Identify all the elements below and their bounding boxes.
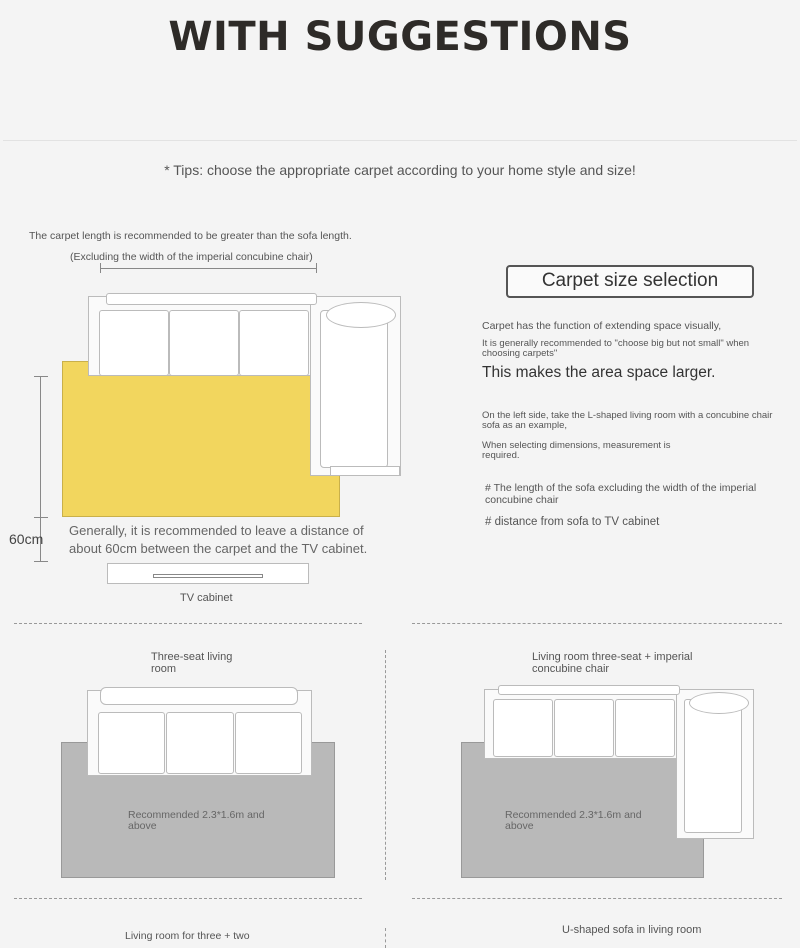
layout-3-title: Living room for three + two bbox=[125, 930, 250, 942]
chaise-cushion bbox=[320, 310, 388, 468]
info-bullet-1: # The length of the sofa excluding the width of the imperial concubine chair bbox=[485, 482, 757, 506]
excluding-note: (Excluding the width of the imperial concubine chair) bbox=[70, 251, 313, 263]
distance-measure-tick-mid bbox=[34, 517, 48, 518]
sofa-seat-cushion-1 bbox=[99, 310, 169, 376]
distance-measure-tick-top bbox=[34, 376, 48, 377]
distance-note: Generally, it is recommended to leave a distance of about 60cm between the carpet and the TV cabinet. bbox=[69, 523, 368, 556]
info-line-5: When selecting dimensions, measurement is required. bbox=[482, 440, 671, 461]
distance-label: 60cm bbox=[9, 531, 44, 547]
layout-2-back-cushion bbox=[498, 685, 680, 695]
layout-2-chaise-pillow bbox=[689, 692, 749, 714]
layout-2-title: Living room three-seat + imperial concubine chair bbox=[532, 651, 693, 675]
layout-4-title: U-shaped sofa in living room bbox=[562, 924, 702, 936]
tv-label: TV cabinet bbox=[180, 592, 233, 604]
carpet-size-heading: Carpet size selection bbox=[541, 270, 719, 291]
chaise-pillow bbox=[326, 302, 396, 328]
length-measure-line bbox=[100, 268, 317, 269]
sofa-back-cushion bbox=[106, 293, 317, 305]
sofa-seat-cushion-2 bbox=[169, 310, 239, 376]
layout-1-title: Three-seat living room bbox=[151, 651, 233, 675]
divider-row2-left bbox=[14, 898, 362, 899]
tips-text: * Tips: choose the appropriate carpet according to your home style and size! bbox=[164, 162, 636, 178]
divider-row1-left bbox=[14, 623, 362, 624]
divider-vertical-2 bbox=[385, 928, 386, 948]
sofa-seat-cushion-3 bbox=[239, 310, 309, 376]
layout-1-seat-3 bbox=[235, 712, 302, 774]
layout-1-recommendation: Recommended 2.3*1.6m and above bbox=[128, 809, 265, 832]
carpet-yellow bbox=[62, 361, 340, 517]
chaise-base bbox=[330, 466, 400, 476]
carpet-length-note: The carpet length is recommended to be greater than the sofa length. bbox=[29, 230, 352, 242]
info-line-3: This makes the area space larger. bbox=[482, 364, 716, 381]
info-line-4: On the left side, take the L-shaped living room with a concubine chair sofa as an example, bbox=[482, 410, 773, 431]
divider-vertical-1 bbox=[385, 650, 386, 880]
divider-row2-right bbox=[412, 898, 782, 899]
layout-2-seat-1 bbox=[493, 699, 553, 757]
layout-2-seat-2 bbox=[554, 699, 614, 757]
divider-row1-right bbox=[412, 623, 782, 624]
layout-1-seat-2 bbox=[166, 712, 234, 774]
info-line-1: Carpet has the function of extending space visually, bbox=[482, 320, 722, 332]
tv-screen bbox=[153, 574, 263, 578]
length-measure-tick-left bbox=[100, 263, 101, 273]
layout-2-seat-3 bbox=[615, 699, 675, 757]
layout-1-back-cushion bbox=[100, 687, 298, 705]
info-bullet-2: # distance from sofa to TV cabinet bbox=[485, 516, 660, 528]
layout-2-chaise-cushion bbox=[684, 699, 742, 833]
info-line-2: It is generally recommended to "choose big but not small" when choosing carpets" bbox=[482, 338, 750, 359]
length-measure-tick-right bbox=[316, 263, 317, 273]
page-title: WITH SUGGESTIONS bbox=[168, 14, 632, 60]
header-divider bbox=[3, 140, 797, 141]
layout-1-seat-1 bbox=[98, 712, 165, 774]
distance-measure-tick-bottom bbox=[34, 561, 48, 562]
layout-2-recommendation: Recommended 2.3*1.6m and above bbox=[505, 809, 642, 832]
